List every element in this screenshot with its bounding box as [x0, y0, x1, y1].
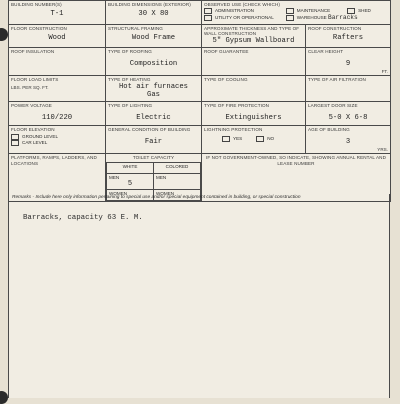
- checkbox-box[interactable]: [204, 8, 212, 14]
- power-voltage-value: 110/220: [41, 114, 73, 123]
- checkbox-box[interactable]: [204, 15, 212, 21]
- toilet-capacity-label: TOILET CAPACITY: [132, 155, 175, 161]
- checkbox-administration[interactable]: [204, 8, 286, 14]
- building-numbers-value: T-1: [50, 10, 64, 19]
- checkbox-label: WAREHOUSE: [296, 15, 327, 21]
- checkbox-utility[interactable]: [204, 15, 286, 21]
- checkbox-box[interactable]: [256, 136, 264, 142]
- checkbox-label: CAR LEVEL: [22, 140, 48, 146]
- structural-framing-label: STRUCTURAL FRAMING: [108, 26, 163, 31]
- observed-use-label: OBSERVED USE (CHECK WHICH): [204, 2, 281, 7]
- floor-load-limits-cell: [9, 76, 106, 102]
- observed-use-value: Barracks: [328, 14, 358, 22]
- building-dimensions-label: BUILDING DIMENSIONS (EXTERIOR): [108, 2, 191, 7]
- largest-door-size-value: 5-0 X 6-8: [328, 114, 368, 123]
- roof-guarantee-cell: [202, 48, 306, 76]
- type-of-roofing-cell: [106, 48, 202, 76]
- checkbox-label: SHED: [358, 8, 371, 14]
- roof-guarantee-label: ROOF GUARANTEE: [204, 49, 249, 54]
- type-of-heating-fuel: Gas: [147, 91, 160, 100]
- building-numbers-label: BUILDING NUMBER(S): [11, 2, 62, 7]
- checkbox-label: MAINTENANCE: [296, 8, 331, 14]
- age-of-building-value: 3: [345, 138, 351, 147]
- checkbox-yes[interactable]: [222, 136, 242, 142]
- floor-construction-value: Wood: [48, 34, 66, 43]
- toilet-men-label: MEN: [109, 174, 120, 180]
- floor-load-limits-unit: LBS. PER SQ. FT.: [11, 85, 49, 91]
- lightning-protection-cell: [202, 126, 306, 154]
- general-condition-value: Fair: [144, 138, 163, 147]
- toilet-colored-men-cell: [154, 173, 201, 189]
- general-condition-cell: [106, 126, 202, 154]
- roof-construction-cell: [306, 25, 391, 48]
- checkbox-box[interactable]: [286, 8, 294, 14]
- floor-construction-cell: [9, 25, 106, 48]
- checkbox-box[interactable]: [222, 136, 230, 142]
- type-of-lighting-value: Electric: [136, 114, 171, 123]
- power-voltage-label: POWER VOLTAGE: [11, 103, 52, 109]
- floor-elevation-label: FLOOR ELEVATION: [11, 127, 55, 133]
- type-of-cooling-label: TYPE OF COOLING: [204, 77, 248, 83]
- type-of-roofing-value: Composition: [129, 60, 178, 69]
- age-of-building-label: AGE OF BUILDING: [308, 127, 350, 133]
- checkbox-label: ADMINISTRATION: [215, 8, 254, 14]
- age-of-building-unit: YRS.: [377, 147, 388, 153]
- rental-note-label: IF NOT GOVERNMENT-OWNED, SO INDICATE, SHOWING ANNUAL RENTAL AND LEASE NUMBER: [205, 155, 387, 166]
- platforms-label: PLATFORMS, RAMPS, LADDERS, AND LOCATIONS: [11, 155, 97, 166]
- type-of-cooling-cell: [202, 76, 306, 102]
- checkbox-label: GROUND LEVEL: [22, 134, 58, 140]
- clear-height-label: CLEAR HEIGHT: [308, 49, 344, 54]
- age-of-building-cell: [306, 126, 391, 154]
- type-of-fire-protection-cell: [202, 102, 306, 126]
- checkbox-label: YES: [233, 136, 243, 142]
- building-dimensions-value: 30 X 80: [138, 10, 169, 19]
- roof-insulation-cell: [9, 48, 106, 76]
- building-numbers-cell: [9, 1, 106, 25]
- checkbox-box[interactable]: [11, 140, 19, 146]
- clear-height-cell: [306, 48, 391, 76]
- type-of-heating-cell: [106, 76, 202, 102]
- toilet-women-label: WOMEN: [156, 190, 175, 196]
- checkbox-warehouse[interactable]: [286, 15, 388, 21]
- checkbox-label: UTILITY OR OPERATIONAL: [215, 15, 274, 21]
- type-of-air-filtration-label: TYPE OF AIR FILTRATION: [308, 77, 366, 83]
- type-of-lighting-cell: [106, 102, 202, 126]
- type-of-fire-protection-label: TYPE OF FIRE PROTECTION: [204, 103, 270, 109]
- remarks-label: Remarks - Include here only information pertaining to special use and/or special equipment contained in building, or special construction: [12, 195, 301, 200]
- wall-construction-value: 5" Gypsum Wallboard: [212, 37, 295, 46]
- inventory-form-sheet: [8, 0, 390, 398]
- wall-construction-cell: [202, 25, 306, 48]
- checkbox-label: NO: [267, 136, 275, 142]
- roof-insulation-label: ROOF INSULATION: [11, 49, 55, 54]
- type-of-lighting-label: TYPE OF LIGHTING: [108, 103, 153, 109]
- checkbox-no[interactable]: [256, 136, 274, 142]
- toilet-women-label: WOMEN: [109, 190, 128, 196]
- remarks-text: Barracks, capacity 63 E. M.: [23, 214, 143, 222]
- floor-elevation-cell: [9, 126, 106, 154]
- toilet-white-men-value: 5: [127, 179, 133, 188]
- observed-use-cell: [202, 1, 391, 25]
- remarks-section: [8, 194, 390, 398]
- wall-construction-label: APPROXIMATE THICKNESS AND TYPE OF WALL CONSTRUCTION: [204, 26, 300, 37]
- building-dimensions-cell: [106, 1, 202, 25]
- clear-height-value: 9: [345, 60, 351, 69]
- largest-door-size-label: LARGEST DOOR SIZE: [308, 103, 358, 109]
- structural-framing-value: Wood Frame: [131, 34, 176, 43]
- general-condition-label: GENERAL CONDITION OF BUILDING: [108, 127, 191, 133]
- type-of-air-filtration-cell: [306, 76, 391, 102]
- roof-construction-label: ROOF CONSTRUCTION: [308, 26, 362, 31]
- type-of-heating-label: TYPE OF HEATING: [108, 77, 151, 83]
- roof-construction-value: Rafters: [332, 34, 364, 43]
- type-of-roofing-label: TYPE OF ROOFING: [108, 49, 152, 54]
- toilet-colored-header: COLORED: [154, 162, 201, 173]
- checkbox-box[interactable]: [286, 15, 294, 21]
- building-data-table: [8, 0, 391, 202]
- largest-door-size-cell: [306, 102, 391, 126]
- structural-framing-cell: [106, 25, 202, 48]
- lightning-protection-label: LIGHTNING PROTECTION: [204, 127, 263, 133]
- type-of-heating-value: Hot air furnaces: [118, 83, 188, 92]
- punch-hole: [0, 28, 8, 41]
- clear-height-unit: FT.: [381, 69, 388, 75]
- floor-construction-label: FLOOR CONSTRUCTION: [11, 26, 67, 31]
- power-voltage-cell: [9, 102, 106, 126]
- type-of-fire-protection-value: Extinguishers: [225, 114, 282, 123]
- toilet-white-header: WHITE: [107, 162, 154, 173]
- floor-load-limits-label: FLOOR LOAD LIMITS: [11, 77, 59, 83]
- toilet-white-men-cell: [107, 173, 154, 189]
- punch-hole: [0, 391, 8, 404]
- checkbox-car-level[interactable]: [11, 140, 103, 146]
- toilet-men-label: MEN: [156, 174, 167, 180]
